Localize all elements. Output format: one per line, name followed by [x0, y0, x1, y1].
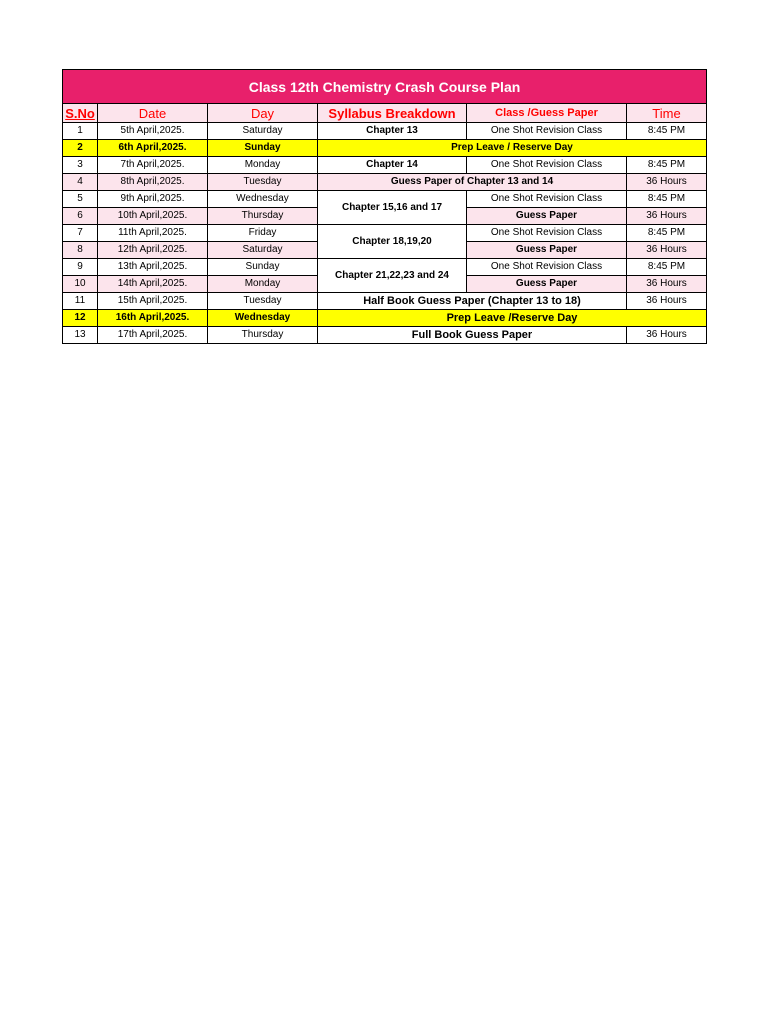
cell-time: 8:45 PM [627, 123, 707, 140]
cell-class: Guess Paper [467, 242, 627, 259]
cell-date: 7th April,2025. [98, 157, 208, 174]
table-title: Class 12th Chemistry Crash Course Plan [63, 70, 707, 104]
cell-sno: 2 [63, 140, 98, 157]
header-row [63, 104, 707, 123]
cell-sno: 9 [63, 259, 98, 276]
cell-sno: 4 [63, 174, 98, 191]
cell-time: 8:45 PM [627, 157, 707, 174]
cell-sno: 11 [63, 293, 98, 310]
cell-day: Tuesday [208, 293, 318, 310]
cell-class: One Shot Revision Class [467, 191, 627, 208]
cell-syllabus: Chapter 21,22,23 and 24 [318, 259, 467, 293]
header-date: Date [98, 104, 208, 123]
cell-time: 8:45 PM [627, 191, 707, 208]
header-time: Time [627, 104, 707, 123]
cell-class: One Shot Revision Class [467, 225, 627, 242]
cell-day: Wednesday [208, 191, 318, 208]
cell-sno: 6 [63, 208, 98, 225]
table-row [63, 259, 707, 276]
header-day: Day [208, 104, 318, 123]
cell-sno: 5 [63, 191, 98, 208]
cell-date: 15th April,2025. [98, 293, 208, 310]
cell-note: Prep Leave /Reserve Day [318, 310, 707, 327]
cell-note: Prep Leave / Reserve Day [318, 140, 707, 157]
table-row [63, 174, 707, 191]
cell-sno: 10 [63, 276, 98, 293]
cell-time: 36 Hours [627, 174, 707, 191]
cell-class: Guess Paper [467, 208, 627, 225]
cell-syllabus: Half Book Guess Paper (Chapter 13 to 18) [318, 293, 627, 310]
cell-syllabus: Chapter 14 [318, 157, 467, 174]
cell-date: 10th April,2025. [98, 208, 208, 225]
course-plan-table [62, 69, 707, 344]
cell-class: One Shot Revision Class [467, 157, 627, 174]
header-class-guess: Class /Guess Paper [467, 104, 627, 123]
cell-day: Saturday [208, 123, 318, 140]
title-row [63, 70, 707, 104]
cell-day: Monday [208, 276, 318, 293]
table-row [63, 123, 707, 140]
table-row [63, 157, 707, 174]
cell-day: Friday [208, 225, 318, 242]
cell-day: Tuesday [208, 174, 318, 191]
cell-day: Wednesday [208, 310, 318, 327]
cell-syllabus: Chapter 13 [318, 123, 467, 140]
cell-syllabus: Full Book Guess Paper [318, 327, 627, 344]
table-row [63, 140, 707, 157]
header-syllabus: Syllabus Breakdown [318, 104, 467, 123]
cell-time: 8:45 PM [627, 259, 707, 276]
cell-day: Thursday [208, 327, 318, 344]
cell-class: One Shot Revision Class [467, 123, 627, 140]
cell-sno: 7 [63, 225, 98, 242]
cell-class: One Shot Revision Class [467, 259, 627, 276]
header-sno: S.No [63, 104, 98, 123]
cell-day: Sunday [208, 259, 318, 276]
cell-syllabus: Guess Paper of Chapter 13 and 14 [318, 174, 627, 191]
cell-time: 36 Hours [627, 208, 707, 225]
cell-class: Guess Paper [467, 276, 627, 293]
cell-time: 36 Hours [627, 276, 707, 293]
cell-date: 8th April,2025. [98, 174, 208, 191]
cell-sno: 12 [63, 310, 98, 327]
cell-date: 9th April,2025. [98, 191, 208, 208]
cell-date: 13th April,2025. [98, 259, 208, 276]
cell-date: 16th April,2025. [98, 310, 208, 327]
cell-day: Monday [208, 157, 318, 174]
cell-date: 12th April,2025. [98, 242, 208, 259]
table-row [63, 225, 707, 242]
cell-sno: 3 [63, 157, 98, 174]
cell-time: 36 Hours [627, 327, 707, 344]
cell-syllabus: Chapter 15,16 and 17 [318, 191, 467, 225]
cell-time: 36 Hours [627, 293, 707, 310]
cell-time: 8:45 PM [627, 225, 707, 242]
cell-day: Saturday [208, 242, 318, 259]
table-row [63, 310, 707, 327]
cell-sno: 1 [63, 123, 98, 140]
cell-date: 5th April,2025. [98, 123, 208, 140]
cell-date: 11th April,2025. [98, 225, 208, 242]
cell-day: Thursday [208, 208, 318, 225]
cell-time: 36 Hours [627, 242, 707, 259]
table-row [63, 293, 707, 310]
cell-date: 17th April,2025. [98, 327, 208, 344]
cell-syllabus: Chapter 18,19,20 [318, 225, 467, 259]
cell-date: 6th April,2025. [98, 140, 208, 157]
table-row [63, 191, 707, 208]
cell-sno: 13 [63, 327, 98, 344]
table-row [63, 327, 707, 344]
cell-date: 14th April,2025. [98, 276, 208, 293]
cell-sno: 8 [63, 242, 98, 259]
cell-day: Sunday [208, 140, 318, 157]
